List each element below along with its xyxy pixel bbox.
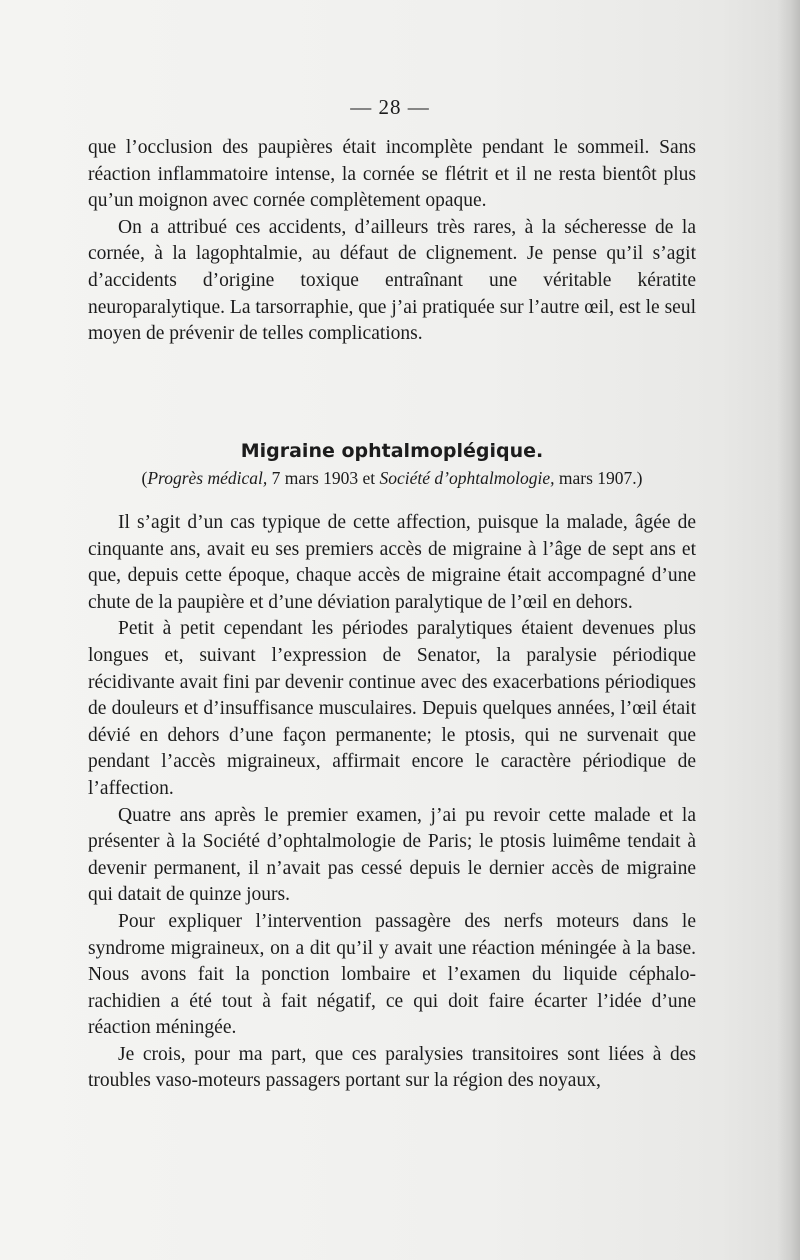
page-number: — 28 — (350, 95, 430, 119)
paragraph: Pour expliquer l’intervention passagère des nerfs moteurs dans le syndrome migraineux, on a dit qu’il y avait une réaction méningée à la base. Nous avons fait la ponction lombaire et l’examen du liquide céphalo-rachidien a été tout à fait négatif, ce qui doit faire écarter l’idée d’une réaction méningée. (88, 910, 696, 1039)
paragraph: Je crois, pour ma part, que ces paralysies transitoires sont liées à des troubles vaso-moteurs passagers portant sur la région des noyaux, (88, 1043, 696, 1092)
paragraph: On a attribué ces accidents, d’ailleurs très rares, à la sécheresse de la cornée, à la lagophtalmie, au défaut de clignement. Je pense qu’il s’agit d’accidents d’origine toxique entraînant une véritable kératite neuroparalytique. La tarsorraphie, que j’ai pratiquée sur l’autre œil, est le seul moyen de prévenir de telles complications. (88, 216, 696, 345)
citation-open: ( (141, 468, 148, 488)
paragraph: Il s’agit d’un cas typique de cette affection, puisque la malade, âgée de cinquante ans, avait eu ses premiers accès de migraine à l’âge de sept ans et que, depuis cette époque, chaque accès de migraine était accompagné d’une chute de la paupière et d’une déviation paralytique de l’œil en dehors. (88, 512, 696, 613)
citation-source-1: Progrès médical, (147, 468, 268, 488)
section-heading: Migraine ophtalmoplégique. (240, 440, 544, 462)
paragraph: Petit à petit cependant les périodes paralytiques étaient devenues plus longues et, suivant l’expression de Senator, la paralysie périodique récidivante avait fini par devenir continue avec des exacerbations périodiques de douleurs et d’insuffisance musculaires. Depuis quelques années, l’œil était dévié en dehors d’une façon permanente; le ptosis, qui ne survenait que pendant l’accès migraineux, affirmait encore le caractère périodique de l’affection. (88, 618, 696, 799)
body-text-block (88, 510, 696, 1095)
top-text-block (88, 135, 696, 348)
paragraph: Quatre ans après le premier examen, j’ai pu revoir cette malade et la présenter à la Société d’ophtalmologie de Paris; le ptosis luimême tendait à devenir permanent, il n’avait pas cessé depuis le dernier accès de migraine qui datait de quinze jours. (88, 804, 696, 906)
citation-source-2: Société d’ophtalmologie, (379, 468, 555, 488)
citation-date-1: 7 mars 1903 et (267, 468, 380, 488)
citation-date-2: mars 1907.) (554, 468, 643, 488)
paragraph-continuation: que l’occlusion des paupières était incomplète pendant le sommeil. Sans réaction inflammatoire intense, la cornée se flétrit et il ne resta bientôt plus qu’un moignon avec cornée complètement opaque. (88, 137, 696, 212)
section-citation (88, 468, 696, 489)
page-edge-shadow (778, 0, 800, 1260)
